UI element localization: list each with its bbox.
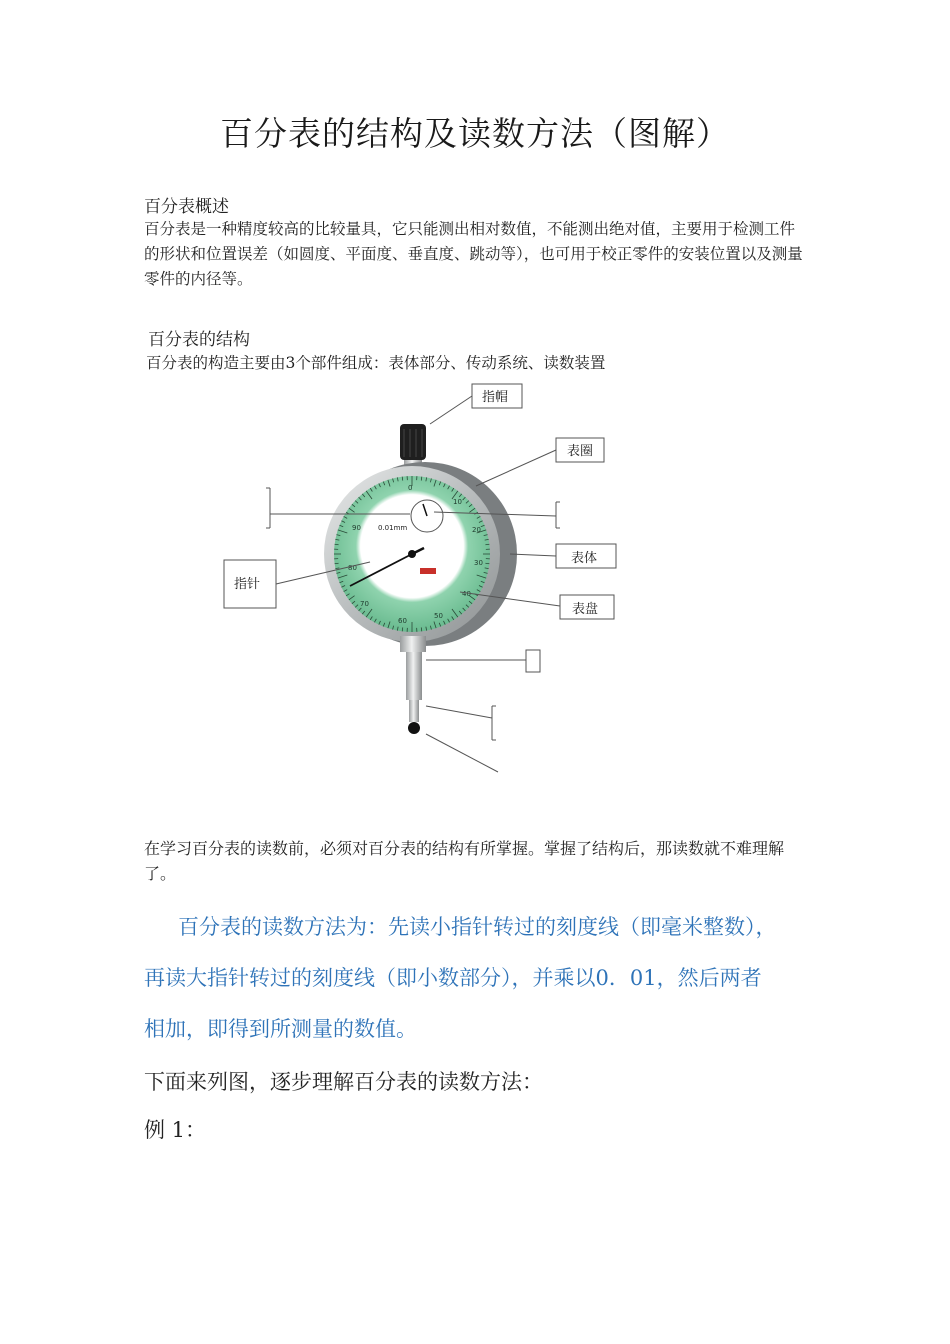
next-line: 下面来列图，逐步理解百分表的读数方法： — [144, 1070, 543, 1094]
svg-text:0: 0 — [408, 484, 413, 492]
svg-text:指帽: 指帽 — [482, 390, 509, 405]
svg-text:表体: 表体 — [571, 551, 598, 566]
contact-point — [408, 722, 420, 734]
dial-tick — [402, 627, 403, 631]
structure-heading: 百分表的结构 — [148, 330, 250, 350]
dial-tick — [421, 477, 422, 481]
svg-text:60: 60 — [398, 617, 407, 625]
brand-logo — [420, 568, 436, 574]
svg-text:40: 40 — [462, 590, 471, 598]
label-box-cropped-right — [556, 502, 560, 528]
svg-text:90: 90 — [352, 524, 361, 532]
dial-tick — [421, 627, 422, 631]
label-box-cropped-left — [266, 488, 270, 528]
example-label: 例 1： — [144, 1118, 207, 1142]
label-face-box — [560, 595, 614, 619]
label-body-box — [556, 544, 616, 568]
dial-tick — [485, 563, 489, 564]
svg-text:80: 80 — [348, 564, 357, 572]
intro-after-figure: 在学习百分表的读数前，必须对百分表的结构有所掌握。掌握了结构后，那读数就不难理解了。 — [144, 839, 785, 883]
dial-tick — [402, 477, 403, 481]
reading-method-paragraph: 百分表的读数方法为：先读小指针转过的刻度线（即毫米整数）， 再读大指针转过的刻度线（即小数部分），并乘以0．01，然后两者 相加，即得到所测量的数值。 — [144, 915, 777, 1041]
svg-text:10: 10 — [453, 498, 462, 506]
svg-text:指针: 指针 — [234, 577, 261, 592]
svg-text:表圈: 表圈 — [567, 444, 594, 459]
dial-tick — [335, 563, 339, 564]
page-title: 百分表的结构及读数方法（图解） — [220, 114, 730, 153]
label-box-cropped-spindle — [492, 706, 496, 740]
dial-tick — [485, 544, 489, 545]
svg-text:20: 20 — [472, 526, 481, 534]
spindle — [406, 652, 422, 700]
dial-indicator-figure — [220, 374, 630, 774]
label-cap-box — [472, 384, 522, 408]
dial-tick — [335, 544, 339, 545]
structure-cut-line: 百分表的构造主要由3个部件组成：表体部分、传动系统、读数装置 — [146, 354, 606, 372]
svg-text:70: 70 — [360, 600, 369, 608]
svg-text:表盘: 表盘 — [572, 602, 599, 617]
label-pointer-box — [224, 560, 276, 608]
label-bezel-box — [556, 438, 604, 462]
overview-heading: 百分表概述 — [144, 197, 229, 217]
sleeve — [400, 636, 426, 652]
svg-text:30: 30 — [474, 559, 483, 567]
svg-text:50: 50 — [434, 612, 443, 620]
dial-unit-label: 0.01mm — [378, 524, 408, 532]
label-box-cropped-sleeve — [526, 650, 540, 672]
overview-body: 百分表是一种精度较高的比较量具，它只能测出相对数值，不能测出绝对值，主要用于检测工件的形状和位置误差（如圆度、平面度、垂直度、跳动等），也可用于校正零件的安装位置以及测量零件的内径等。 — [144, 220, 803, 288]
